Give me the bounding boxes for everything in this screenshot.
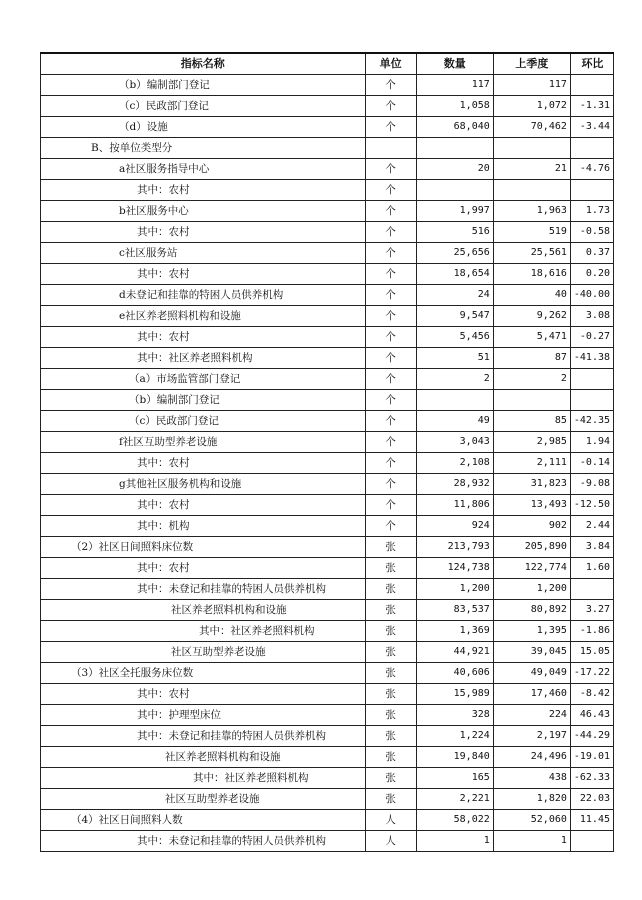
row-unit: 个	[365, 222, 416, 243]
table-row	[41, 474, 614, 495]
row-count: 83,537	[416, 600, 493, 621]
table-header-row	[41, 53, 614, 75]
row-indicator-name: b社区服务中心	[41, 201, 366, 222]
row-unit: 张	[365, 579, 416, 600]
row-previous-quarter: 1,072	[493, 96, 570, 117]
row-ratio: -17.22	[570, 663, 613, 684]
row-ratio: -42.35	[570, 411, 613, 432]
row-previous-quarter: 70,462	[493, 117, 570, 138]
row-indicator-name: （d）设施	[41, 117, 366, 138]
row-ratio: -19.01	[570, 747, 613, 768]
row-count: 165	[416, 768, 493, 789]
table-row	[41, 75, 614, 96]
row-previous-quarter	[493, 390, 570, 411]
row-count: 3,043	[416, 432, 493, 453]
row-previous-quarter: 5,471	[493, 327, 570, 348]
row-ratio: -44.29	[570, 726, 613, 747]
row-count: 18,654	[416, 264, 493, 285]
table-row	[41, 705, 614, 726]
table-row	[41, 495, 614, 516]
row-ratio: 0.37	[570, 243, 613, 264]
row-indicator-name: （a）市场监管部门登记	[41, 369, 366, 390]
row-indicator-name: 其中：农村	[41, 264, 366, 285]
row-previous-quarter: 21	[493, 159, 570, 180]
row-ratio: -62.33	[570, 768, 613, 789]
row-indicator-name: 社区互助型养老设施	[41, 789, 366, 810]
row-indicator-name: 其中：未登记和挂靠的特困人员供养机构	[41, 579, 366, 600]
row-unit: 人	[365, 831, 416, 852]
row-count	[416, 138, 493, 159]
row-indicator-name: 社区养老照料机构和设施	[41, 747, 366, 768]
row-previous-quarter: 39,045	[493, 642, 570, 663]
table-row	[41, 663, 614, 684]
table-row	[41, 348, 614, 369]
row-previous-quarter: 2,985	[493, 432, 570, 453]
row-unit: 张	[365, 726, 416, 747]
row-indicator-name: 社区互助型养老设施	[41, 642, 366, 663]
table-row	[41, 390, 614, 411]
row-unit: 个	[365, 180, 416, 201]
row-ratio: -1.86	[570, 621, 613, 642]
row-indicator-name: 其中：农村	[41, 495, 366, 516]
row-indicator-name: 其中：农村	[41, 180, 366, 201]
table-row	[41, 327, 614, 348]
row-previous-quarter: 2	[493, 369, 570, 390]
row-count	[416, 390, 493, 411]
row-previous-quarter: 438	[493, 768, 570, 789]
row-unit: 个	[365, 306, 416, 327]
row-unit: 张	[365, 537, 416, 558]
row-ratio: 11.45	[570, 810, 613, 831]
row-unit: 个	[365, 495, 416, 516]
row-unit: 个	[365, 348, 416, 369]
row-ratio: -4.76	[570, 159, 613, 180]
row-previous-quarter: 52,060	[493, 810, 570, 831]
row-unit: 张	[365, 621, 416, 642]
row-count: 1,058	[416, 96, 493, 117]
table-row	[41, 117, 614, 138]
table-row	[41, 537, 614, 558]
row-count: 68,040	[416, 117, 493, 138]
table-row	[41, 243, 614, 264]
table-row	[41, 201, 614, 222]
row-unit: 张	[365, 684, 416, 705]
row-indicator-name: c社区服务站	[41, 243, 366, 264]
row-previous-quarter: 1,200	[493, 579, 570, 600]
row-ratio: -41.38	[570, 348, 613, 369]
row-count: 213,793	[416, 537, 493, 558]
row-count: 25,656	[416, 243, 493, 264]
row-ratio: -0.58	[570, 222, 613, 243]
row-ratio	[570, 579, 613, 600]
row-count: 44,921	[416, 642, 493, 663]
row-indicator-name: 其中：农村	[41, 558, 366, 579]
row-ratio	[570, 138, 613, 159]
row-count: 1	[416, 831, 493, 852]
table-row	[41, 432, 614, 453]
row-ratio	[570, 180, 613, 201]
row-previous-quarter: 2,197	[493, 726, 570, 747]
row-indicator-name: （b）编制部门登记	[41, 75, 366, 96]
row-unit: 张	[365, 705, 416, 726]
row-unit: 个	[365, 453, 416, 474]
row-previous-quarter: 224	[493, 705, 570, 726]
row-indicator-name: e社区养老照料机构和设施	[41, 306, 366, 327]
table-row	[41, 810, 614, 831]
table-row	[41, 159, 614, 180]
row-indicator-name: 其中：护理型床位	[41, 705, 366, 726]
row-count: 24	[416, 285, 493, 306]
row-count: 5,456	[416, 327, 493, 348]
table-row	[41, 726, 614, 747]
row-previous-quarter: 80,892	[493, 600, 570, 621]
row-count: 328	[416, 705, 493, 726]
row-ratio: 15.05	[570, 642, 613, 663]
row-count: 11,806	[416, 495, 493, 516]
row-count: 28,932	[416, 474, 493, 495]
table-row	[41, 180, 614, 201]
row-count: 924	[416, 516, 493, 537]
row-ratio: 1.60	[570, 558, 613, 579]
row-indicator-name: （b）编制部门登记	[41, 390, 366, 411]
row-unit	[365, 138, 416, 159]
row-previous-quarter: 31,823	[493, 474, 570, 495]
header-ratio: 环比	[570, 53, 613, 75]
row-indicator-name: （3）社区全托服务床位数	[41, 663, 366, 684]
row-indicator-name: 社区养老照料机构和设施	[41, 600, 366, 621]
row-previous-quarter: 25,561	[493, 243, 570, 264]
row-ratio: -12.50	[570, 495, 613, 516]
row-count: 9,547	[416, 306, 493, 327]
row-ratio: 2.44	[570, 516, 613, 537]
row-unit: 个	[365, 264, 416, 285]
row-previous-quarter: 40	[493, 285, 570, 306]
row-previous-quarter: 17,460	[493, 684, 570, 705]
table-row	[41, 831, 614, 852]
row-previous-quarter: 9,262	[493, 306, 570, 327]
row-count: 1,997	[416, 201, 493, 222]
table-row	[41, 453, 614, 474]
row-previous-quarter: 122,774	[493, 558, 570, 579]
row-unit: 个	[365, 117, 416, 138]
table-row	[41, 222, 614, 243]
row-ratio	[570, 831, 613, 852]
row-previous-quarter: 1,395	[493, 621, 570, 642]
row-ratio: 46.43	[570, 705, 613, 726]
statistics-table	[40, 52, 614, 852]
row-count: 2,221	[416, 789, 493, 810]
row-count: 15,989	[416, 684, 493, 705]
row-count: 40,606	[416, 663, 493, 684]
row-unit: 个	[365, 432, 416, 453]
row-ratio	[570, 75, 613, 96]
row-ratio: -0.14	[570, 453, 613, 474]
row-count: 20	[416, 159, 493, 180]
row-previous-quarter: 902	[493, 516, 570, 537]
row-unit: 张	[365, 663, 416, 684]
row-ratio: 3.27	[570, 600, 613, 621]
row-previous-quarter: 24,496	[493, 747, 570, 768]
table-row	[41, 306, 614, 327]
row-indicator-name: 其中：农村	[41, 222, 366, 243]
row-unit: 张	[365, 600, 416, 621]
row-indicator-name: （2）社区日间照料床位数	[41, 537, 366, 558]
row-count: 51	[416, 348, 493, 369]
row-indicator-name: 其中：农村	[41, 327, 366, 348]
row-indicator-name: d未登记和挂靠的特困人员供养机构	[41, 285, 366, 306]
row-previous-quarter: 2,111	[493, 453, 570, 474]
table-row	[41, 747, 614, 768]
table-row	[41, 369, 614, 390]
row-unit: 个	[365, 327, 416, 348]
row-unit: 个	[365, 474, 416, 495]
row-unit: 个	[365, 201, 416, 222]
table-row	[41, 138, 614, 159]
row-unit: 张	[365, 642, 416, 663]
table-row	[41, 285, 614, 306]
table-row	[41, 789, 614, 810]
row-ratio: 3.08	[570, 306, 613, 327]
row-ratio: -0.27	[570, 327, 613, 348]
table-row	[41, 558, 614, 579]
row-unit: 个	[365, 243, 416, 264]
row-count: 1,200	[416, 579, 493, 600]
header-indicator-name: 指标名称	[41, 53, 366, 75]
row-unit: 个	[365, 96, 416, 117]
row-unit: 张	[365, 768, 416, 789]
row-count	[416, 180, 493, 201]
row-previous-quarter: 87	[493, 348, 570, 369]
row-ratio: -40.00	[570, 285, 613, 306]
header-count: 数量	[416, 53, 493, 75]
row-ratio	[570, 369, 613, 390]
table-row	[41, 411, 614, 432]
row-ratio: -1.31	[570, 96, 613, 117]
row-unit: 张	[365, 789, 416, 810]
row-indicator-name: a社区服务指导中心	[41, 159, 366, 180]
row-ratio: -9.08	[570, 474, 613, 495]
row-count: 2,108	[416, 453, 493, 474]
row-indicator-name: （c）民政部门登记	[41, 411, 366, 432]
row-previous-quarter: 85	[493, 411, 570, 432]
row-indicator-name: g其他社区服务机构和设施	[41, 474, 366, 495]
row-ratio: 1.94	[570, 432, 613, 453]
row-ratio: -3.44	[570, 117, 613, 138]
row-unit: 个	[365, 285, 416, 306]
row-previous-quarter: 519	[493, 222, 570, 243]
row-ratio: 3.84	[570, 537, 613, 558]
row-count: 2	[416, 369, 493, 390]
table-row	[41, 768, 614, 789]
row-indicator-name: 其中：农村	[41, 684, 366, 705]
row-unit: 张	[365, 747, 416, 768]
row-indicator-name: 其中：机构	[41, 516, 366, 537]
row-previous-quarter: 117	[493, 75, 570, 96]
table-row	[41, 516, 614, 537]
row-unit: 个	[365, 75, 416, 96]
row-indicator-name: （4）社区日间照料人数	[41, 810, 366, 831]
row-indicator-name: f社区互助型养老设施	[41, 432, 366, 453]
row-count: 1,369	[416, 621, 493, 642]
statistics-table-sheet	[40, 52, 614, 852]
row-previous-quarter	[493, 138, 570, 159]
row-ratio	[570, 390, 613, 411]
row-count: 58,022	[416, 810, 493, 831]
row-previous-quarter: 18,616	[493, 264, 570, 285]
row-ratio: 0.20	[570, 264, 613, 285]
table-row	[41, 684, 614, 705]
row-unit: 个	[365, 159, 416, 180]
row-count: 1,224	[416, 726, 493, 747]
row-previous-quarter: 49,049	[493, 663, 570, 684]
row-ratio: -8.42	[570, 684, 613, 705]
table-row	[41, 642, 614, 663]
row-previous-quarter: 1,820	[493, 789, 570, 810]
row-indicator-name: 其中：未登记和挂靠的特困人员供养机构	[41, 831, 366, 852]
row-previous-quarter	[493, 180, 570, 201]
header-previous-quarter: 上季度	[493, 53, 570, 75]
table-row	[41, 621, 614, 642]
row-count: 124,738	[416, 558, 493, 579]
row-count: 49	[416, 411, 493, 432]
row-ratio: 22.03	[570, 789, 613, 810]
table-row	[41, 96, 614, 117]
table-row	[41, 579, 614, 600]
row-indicator-name: 其中：未登记和挂靠的特困人员供养机构	[41, 726, 366, 747]
row-indicator-name: B、按单位类型分	[41, 138, 366, 159]
row-unit: 个	[365, 516, 416, 537]
row-unit: 张	[365, 558, 416, 579]
row-count: 117	[416, 75, 493, 96]
row-count: 19,840	[416, 747, 493, 768]
row-unit: 个	[365, 390, 416, 411]
row-indicator-name: （c）民政部门登记	[41, 96, 366, 117]
row-previous-quarter: 13,493	[493, 495, 570, 516]
table-row	[41, 264, 614, 285]
row-previous-quarter: 205,890	[493, 537, 570, 558]
row-previous-quarter: 1	[493, 831, 570, 852]
row-count: 516	[416, 222, 493, 243]
row-indicator-name: 其中：社区养老照料机构	[41, 768, 366, 789]
row-unit: 个	[365, 411, 416, 432]
row-indicator-name: 其中：农村	[41, 453, 366, 474]
row-unit: 个	[365, 369, 416, 390]
table-body	[41, 75, 614, 852]
header-unit: 单位	[365, 53, 416, 75]
table-row	[41, 600, 614, 621]
row-previous-quarter: 1,963	[493, 201, 570, 222]
row-indicator-name: 其中：社区养老照料机构	[41, 621, 366, 642]
row-indicator-name: 其中：社区养老照料机构	[41, 348, 366, 369]
row-ratio: 1.73	[570, 201, 613, 222]
row-unit: 人	[365, 810, 416, 831]
